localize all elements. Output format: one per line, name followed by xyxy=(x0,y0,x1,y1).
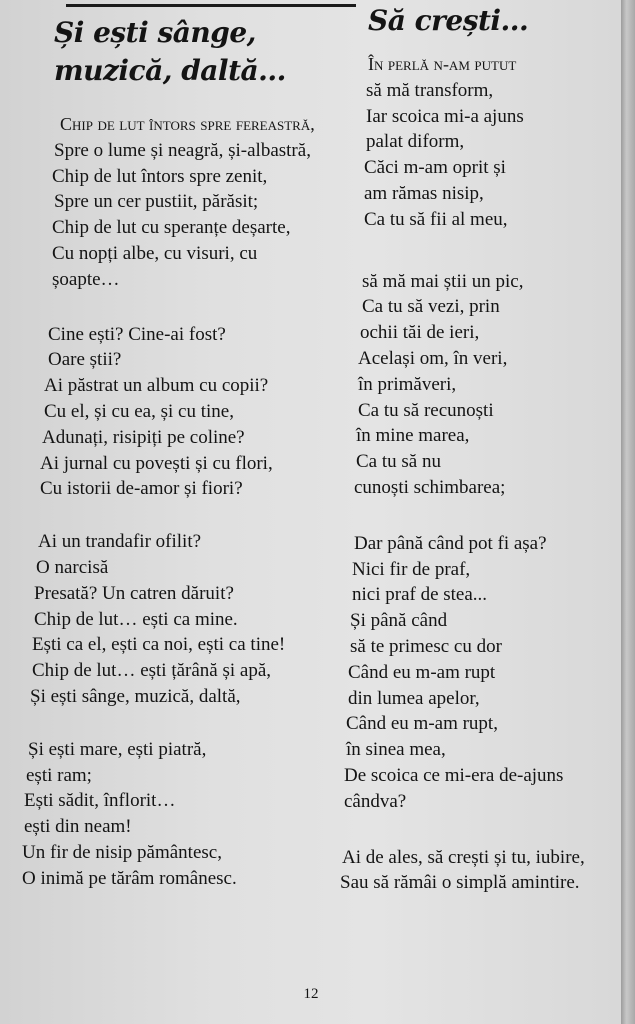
right-poem-line: în primăveri, xyxy=(358,373,457,395)
right-poem-title: Să crești... xyxy=(368,4,529,37)
left-poem-line: ești din neam! xyxy=(24,816,132,838)
left-poem-line: Cu el, și cu ea, și cu tine, xyxy=(44,400,234,422)
right-poem-line: în mine marea, xyxy=(356,425,470,447)
right-poem-line: am rămas nisip, xyxy=(364,182,484,204)
left-poem-title xyxy=(22,14,362,90)
right-poem-line: să te primesc cu dor xyxy=(350,635,502,657)
right-poem-line: Iar scoica mi-a ajuns xyxy=(366,105,524,127)
left-poem-line: Și ești sânge, muzică, daltă, xyxy=(30,685,241,707)
right-poem-line: Ca tu să vezi, prin xyxy=(362,296,500,318)
right-poem-line: Sau să rămâi o simplă amintire. xyxy=(340,872,580,894)
right-poem-line: În perlă n-am putut xyxy=(368,54,517,74)
left-poem-line: Ești sădit, înflorit… xyxy=(24,790,176,812)
right-poem-line: cunoști schimbarea; xyxy=(354,476,506,498)
left-poem-line: Cu nopți albe, cu visuri, cu xyxy=(52,242,258,264)
left-poem-line: Cine ești? Cine-ai fost? xyxy=(48,323,226,345)
right-poem-line: Ca tu să nu xyxy=(356,451,441,473)
right-stanza xyxy=(340,531,622,815)
left-poem-line: Ești ca el, ești ca noi, ești ca tine! xyxy=(32,634,286,656)
right-poem-stanzas xyxy=(340,52,622,896)
right-poem-line: nici praf de stea... xyxy=(352,584,488,606)
left-poem-line: Chip de lut întors spre zenit, xyxy=(52,165,268,187)
right-poem-line: Când eu m-am rupt xyxy=(348,661,496,683)
left-poem-line: Chip de lut… ești țărână și apă, xyxy=(32,660,272,682)
left-stanza xyxy=(22,529,362,710)
left-poem-line: Oare știi? xyxy=(48,349,122,371)
right-poem-line: să mă transform, xyxy=(366,79,494,101)
right-poem-line: din lumea apelor, xyxy=(348,687,480,709)
right-poem-line: Același om, în veri, xyxy=(358,347,508,369)
right-poem-line: De scoica ce mi-era de-ajuns xyxy=(344,764,564,786)
right-poem-line: Ai de ales, să crești și tu, iubire, xyxy=(342,846,585,868)
left-poem-line: Spre o lume și neagră, și-albastră, xyxy=(54,139,311,161)
right-stanza xyxy=(340,52,622,233)
left-poem-line: Chip de lut cu speranțe deșarte, xyxy=(52,217,291,239)
left-poem-line: Ai un trandafir ofilit? xyxy=(38,531,202,553)
left-poem xyxy=(22,14,362,892)
right-poem-line: în sinea mea, xyxy=(346,739,446,761)
left-poem-line: Și ești mare, ești piatră, xyxy=(28,738,207,760)
left-poem-line: Cu istorii de-amor și fiori? xyxy=(40,478,243,500)
left-poem-line: Chip de lut întors spre fereastră, xyxy=(60,114,315,134)
top-rule xyxy=(66,4,356,7)
left-poem-line: șoapte… xyxy=(52,268,120,290)
right-poem-line: Și până când xyxy=(350,610,448,632)
left-poem-title-text: Și ești sânge, muzică, daltă... xyxy=(54,16,286,87)
left-poem-line: Adunați, risipiți pe coline? xyxy=(42,426,245,448)
left-poem-line: Chip de lut… ești ca mine. xyxy=(34,608,238,630)
right-stanza xyxy=(340,269,622,501)
left-poem-line: Spre un cer pustiit, părăsit; xyxy=(54,191,259,213)
right-poem-line: Nici fir de praf, xyxy=(352,558,471,580)
page-number: 12 xyxy=(303,986,319,1002)
right-poem-line: Ca tu să fii al meu, xyxy=(364,208,508,230)
left-poem-line: Un fir de nisip pământesc, xyxy=(22,841,222,863)
left-poem-stanzas xyxy=(22,112,362,892)
left-poem-line: Ai păstrat un album cu copii? xyxy=(44,375,269,397)
right-poem-line: să mă mai știi un pic, xyxy=(362,270,524,292)
right-poem-line: ochii tăi de ieri, xyxy=(360,322,480,344)
book-page-edge xyxy=(621,0,635,1024)
right-stanza xyxy=(340,845,622,897)
right-poem-line: Dar până când pot fi așa? xyxy=(354,532,547,554)
right-poem xyxy=(340,2,622,896)
left-poem-line: O narcisă xyxy=(36,556,109,578)
left-poem-line: O inimă pe tărâm românesc. xyxy=(22,867,237,889)
right-poem-line: palat diform, xyxy=(366,131,465,153)
right-poem-line: Când eu m-am rupt, xyxy=(346,713,498,735)
left-stanza xyxy=(22,322,362,503)
left-stanza xyxy=(22,737,362,892)
left-stanza xyxy=(22,112,362,293)
left-poem-line: Ai jurnal cu povești și cu flori, xyxy=(40,452,273,474)
right-poem-line: cândva? xyxy=(344,790,407,812)
right-poem-line: Ca tu să recunoști xyxy=(358,399,494,421)
left-poem-line: Presată? Un catren dăruit? xyxy=(34,582,234,604)
right-poem-line: Căci m-am oprit și xyxy=(364,157,506,179)
left-poem-line: ești ram; xyxy=(26,764,92,786)
